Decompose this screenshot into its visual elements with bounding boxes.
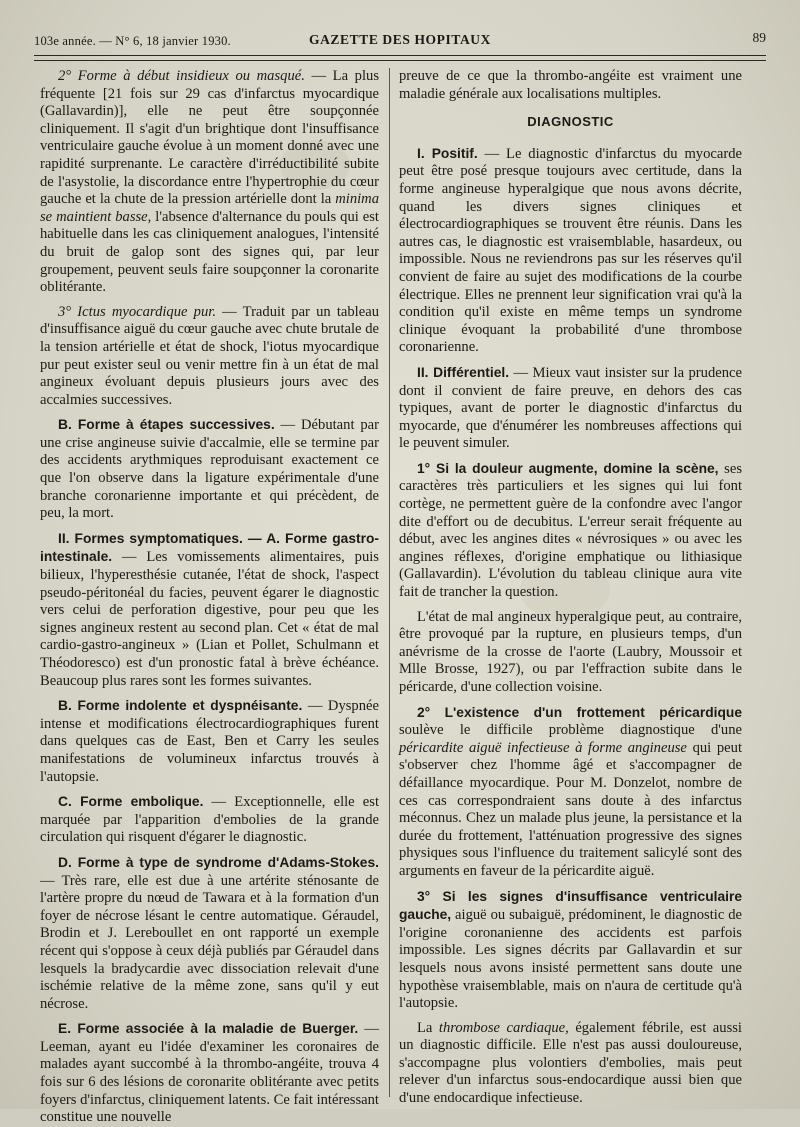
- subsection-label: 1° Si la douleur augmente, domine la scène,: [417, 460, 719, 476]
- paragraph: [399, 364, 742, 453]
- paragraph-text: — Traduit par un tableau d'insuffisance aiguë du cœur gauche avec chute brutale de la tension artérielle et état de shock, l'iotus myocardique pur peut exister seul ou venir mettre fin à un état de mal angineux évoluant depuis plusieurs jours avec des accalmies successives.: [40, 303, 379, 408]
- paragraph-text: soulève le difficile problème diagnostique d'une: [399, 722, 742, 739]
- subsection-label: 3° Ictus myocardique pur.: [58, 303, 216, 320]
- subsection-label: 2° Forme à début insidieux ou masqué.: [58, 68, 305, 84]
- paragraph: [40, 854, 379, 1013]
- paragraph-text: — La plus fréquente [21 fois sur 29 cas d'infarctus myocardique (Gallavardin)], elle ne peut être soupçonnée cliniquement. Il s'agit d'un brightique dont l'insuffisance ventriculaire gauche évolue à un moment donné avec une rapidité surprenante. Le caractère d'irréductibilité subite de l'asystolie, la discordance entre l'hypertrophie du cœur gauche et la chute de la pression artérielle dont la: [40, 68, 380, 208]
- paragraph-text: ses caractères très particuliers et les signes qui lui font cortège, ne permettent guère de la confondre avec l'angor dite d'effort ou de decubitus. L'erreur serait fréquente au début, avec les angines dites « névrosiques » ou avec les angines réflexes, d'origine emphatique ou lithiasique (Gallavardin). L'évolution du tableau clinique aura vite fait de trancher la question.: [399, 460, 742, 601]
- paragraph-text: — Exceptionnelle, elle est marquée par l'apparition d'embolies de la grande circulation qui risquent d'égarer le diagnostic.: [40, 794, 379, 846]
- paragraph-text: — Très rare, elle est due à une artérite sténosante de l'artère propre du nœud de Tawara et à la formation d'un foyer de nécrose lésant le centre automatique. Géraudel, Brodin et J. Lereboullet en ont rapporté un exemple récent qui s'oppose à ceux déjà publiés par Géraudel dans lesquels la bradycardie avec dissociation relevait d'une ischémie relative de la même zone, sans qu'il y eut nécrose.: [40, 872, 379, 1012]
- emphasis: minima se maintient basse: [40, 191, 379, 225]
- running-header: [34, 30, 766, 52]
- paragraph: [40, 68, 379, 297]
- paragraph: [40, 793, 379, 847]
- subsection-label: D. Forme à type de syndrome d'Adams-Stokes.: [58, 854, 379, 870]
- paragraph-text: aiguë ou subaiguë, prédominent, le diagnostic de l'origine coronanienne des accidents est parfois impossible. Les signes décrits par Gallavardin et sur lesquels nous avons insisté permettent sans doute une hypothèse vraisemblable, mais on n'aura de certitude qu'à l'autopsie.: [399, 907, 742, 1012]
- paragraph: [40, 1020, 379, 1127]
- paragraph: [399, 145, 742, 357]
- paragraph: [399, 888, 742, 1013]
- paragraph-text: — Les vomissements alimentaires, puis bilieux, l'hyperesthésie cutanée, l'état de shock, l'aspect pseudo-péritonéal du facies, peuvent égarer le diagnostic vers celui de perforation digestive, pour peu que les signes angineux restent au second plan. Cet « état de mal cardio-gastro-angineux » (Lian et Pollet, Schulmann et Théodoresco) est d'un pronostic fatal à brève échéance. Beaucoup plus rares sont les formes suivantes.: [40, 549, 379, 689]
- paragraph-text: , l'absence d'alternance du pouls qui est habituelle dans les cas cliniquement analogues, l'intensité du bruit de galop sont des signes qui, par leur groupement, peuvent seuls faire soupçonner la coronarite oblitérante.: [40, 208, 379, 296]
- paragraph: [40, 304, 379, 410]
- paragraph: preuve de ce que la thrombo-angéite est vraiment une maladie générale aux localisations multiples.: [399, 68, 742, 102]
- paragraph-text: qui peut s'observer chez l'homme âgé et s'accompagner de défaillance myocardique. Pour M. Donzelot, nombre de ces cas correspondraient sans doute à des infarctus méconnus. Chez un malade plus jeune, la persistance et la durée du frottement, l'atténuation progressive des signes physiques sous l'influence du traitement salicylé sont des arguments en faveur de la péricardite aiguë.: [399, 739, 743, 879]
- section-heading: DIAGNOSTIC: [527, 114, 614, 130]
- paragraph-text: — Le diagnostic d'infarctus du myocarde peut être posé presque toujours avec certitude, dans la forme angineuse hyperalgique que nous avons décrite, quand les divers signes cliniques et électrocardiographiques se trouvent être réunis. Dans les autres cas, le diagnostic est vraisemblable, hasardeux, ou impossible. Nous ne reviendrons pas sur les réserves qu'il convient de faire au sujet des modifications de la courbe électrique. Elles ne prennent leur signification vrai qu'à la condition qu'il existe en même temps un syndrome clinique évoquant la probabilité d'une thrombose coronarienne.: [399, 145, 742, 356]
- subsection-label: II. Différentiel.: [417, 364, 510, 380]
- subsection-label: 3° Si les signes d'insuffisance ventriculaire gauche,: [399, 888, 742, 923]
- paragraph-text: La: [417, 1019, 439, 1036]
- subsection-label: I. Positif.: [417, 145, 478, 161]
- right-column: [399, 68, 743, 1107]
- emphasis: péricardite aiguë infectieuse à forme angineuse: [399, 739, 687, 756]
- header-rule: [34, 55, 766, 56]
- issue-info: 103e année. — N° 6, 18 janvier 1930.: [34, 34, 231, 48]
- paragraph: [399, 1020, 742, 1108]
- paragraph: [40, 416, 379, 523]
- emphasis: thrombose cardiaque: [438, 1019, 566, 1036]
- paragraph: [40, 530, 379, 690]
- subsection-label: 2° L'existence d'un frottement péricardique: [417, 704, 742, 720]
- paragraph: [40, 697, 379, 786]
- page-number: 89: [752, 30, 766, 45]
- paragraph-text: — Dyspnée intense et modifications électrocardiographiques furent dans quelques cas de East, Ben et Carry les seules manifestations de volumineux infarctus trouvés à l'autopsie.: [40, 698, 379, 785]
- left-column: [40, 68, 380, 1126]
- section-label: II. Formes symptomatiques.: [58, 530, 243, 546]
- subsection-label: E. Forme associée à la maladie de Buerger.: [58, 1021, 359, 1037]
- paragraph: L'état de mal angineux hyperalgique peut, au contraire, être provoqué par la rupture, en plusieurs temps, d'un anévrisme de la crosse de l'aorte (Laubry, Moussoir et Mlle Brosse, 1927), ou par l'effraction subite dans le péricarde, d'une collection voisine.: [399, 608, 742, 695]
- paragraph: [399, 704, 742, 881]
- subsection-label: B. Forme indolente et dyspnéisante.: [58, 698, 303, 714]
- header-rule-double: [34, 60, 766, 61]
- paragraph-text: , également fébrile, est aussi un diagnostic difficile. Elle n'est pas aussi douloureuse, s'accompagne plus volontiers d'embolies, mais peut relever d'un infarctus sous-endocardique aussi bien que d'une endocardique infectieuse.: [399, 1019, 742, 1107]
- paragraph: [399, 460, 742, 602]
- subsection-label: — A. Forme gastro-intestinale.: [40, 530, 379, 565]
- column-divider: [389, 68, 390, 1097]
- paragraph-text: — Mieux vaut insister sur la prudence dont il convient de faire preuve, en dehors des cas typiques, avant de porter le diagnostic d'infarctus du myocarde, que d'énumérer les nombreuses affections qui le peuvent simuler.: [399, 364, 742, 452]
- journal-title: GAZETTE DES HOPITAUX: [308, 32, 492, 47]
- subsection-label: B. Forme à étapes successives.: [58, 417, 275, 433]
- paragraph-text: — Leeman, ayant eu l'idée d'examiner les coronaires de malades ayant succombé à la thrombo-angéite, trouva 4 fois sur 6 des lésions de coronarite oblitérante avec petits foyers d'infarctus, cliniquement latents. Ce fait intéressant constitue une nouvelle: [40, 1021, 379, 1126]
- paragraph-text: — Débutant par une crise angineuse suivie d'accalmie, elle se termine par des accidents arythmiques reproduisant exactement ce que l'on observe dans la ligature expérimentale d'une branche coronarienne importante et qui précèdent, de peu, la mort.: [40, 417, 379, 522]
- subsection-label: C. Forme embolique.: [58, 794, 204, 810]
